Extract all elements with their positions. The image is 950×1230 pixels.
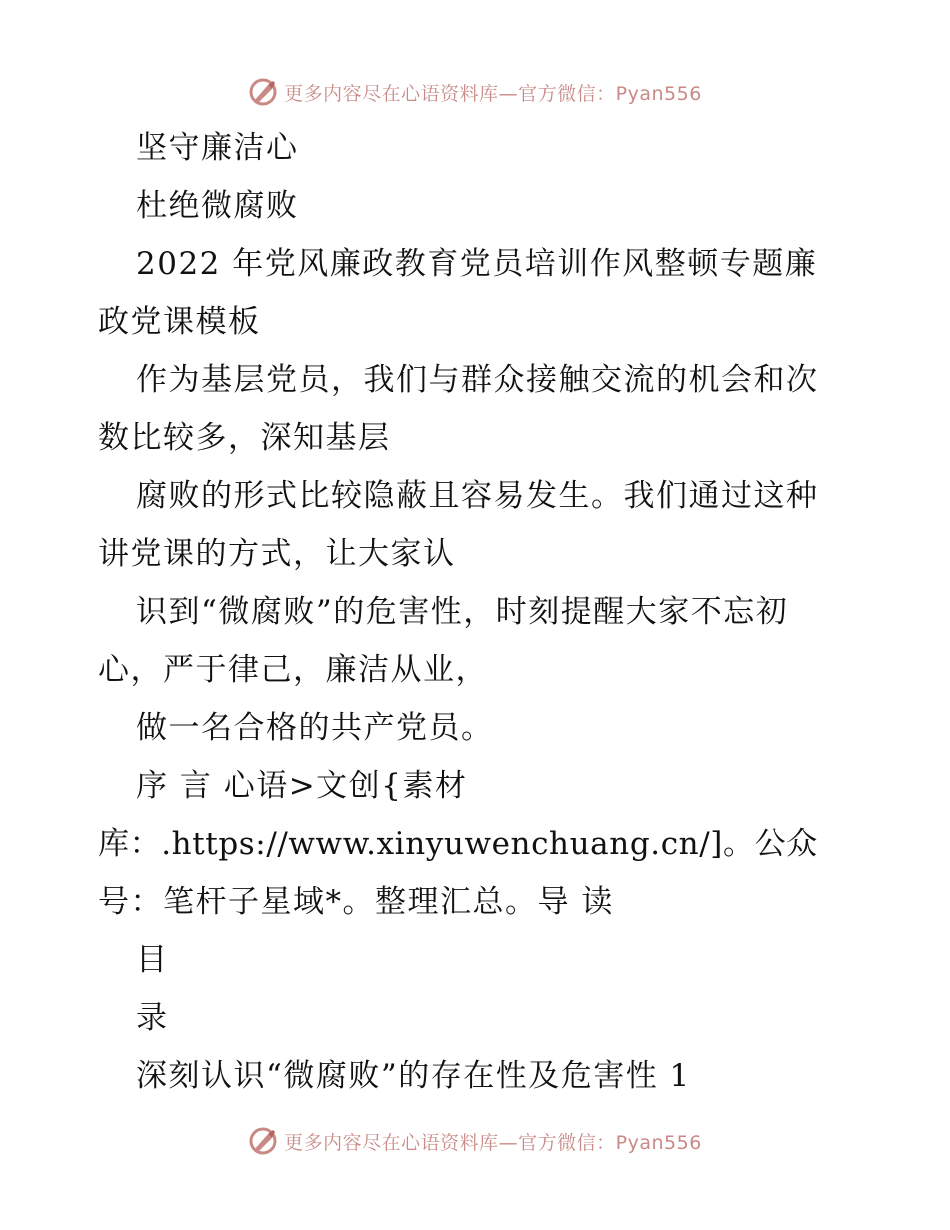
watermark-text: 更多内容尽在心语资料库—官方微信：Pyan556	[284, 82, 702, 105]
pen-logo-icon	[248, 77, 278, 107]
text-line: 杜绝微腐败	[136, 188, 299, 224]
text-line: 做一名合格的共产党员。	[136, 710, 494, 746]
text-line: 作为基层党员，我们与群众接触交流的机会和次	[136, 362, 819, 398]
text-line: 号：笔杆子星域*。整理汇总。导 读	[98, 884, 614, 920]
text-line: 讲党课的方式，让大家认	[98, 536, 456, 572]
text-line: 心，严于律己，廉洁从业，	[98, 652, 488, 688]
text-line: 录	[136, 1000, 169, 1036]
text-line: 腐败的形式比较隐蔽且容易发生。我们通过这种	[136, 478, 819, 514]
text-line: 数比较多，深知基层	[98, 420, 391, 456]
text-line: 深刻认识“微腐败”的存在性及危害性 1	[136, 1058, 691, 1094]
text-line: 坚守廉洁心	[136, 130, 299, 166]
text-line: 库：.https://www.xinyuwenchuang.cn/]。公众	[98, 826, 818, 862]
watermark-text: 更多内容尽在心语资料库—官方微信：Pyan556	[284, 1131, 702, 1154]
text-line: 政党课模板	[98, 304, 261, 340]
header-watermark	[0, 72, 950, 112]
pen-logo-icon	[248, 1126, 278, 1156]
text-line: 目	[136, 942, 169, 978]
text-line: 识到“微腐败”的危害性，时刻提醒大家不忘初	[136, 594, 789, 630]
text-line: 序 言 心语>文创{素材	[136, 768, 468, 804]
footer-watermark	[0, 1121, 950, 1161]
text-line: 2022 年党风廉政教育党员培训作风整顿专题廉	[136, 246, 818, 282]
